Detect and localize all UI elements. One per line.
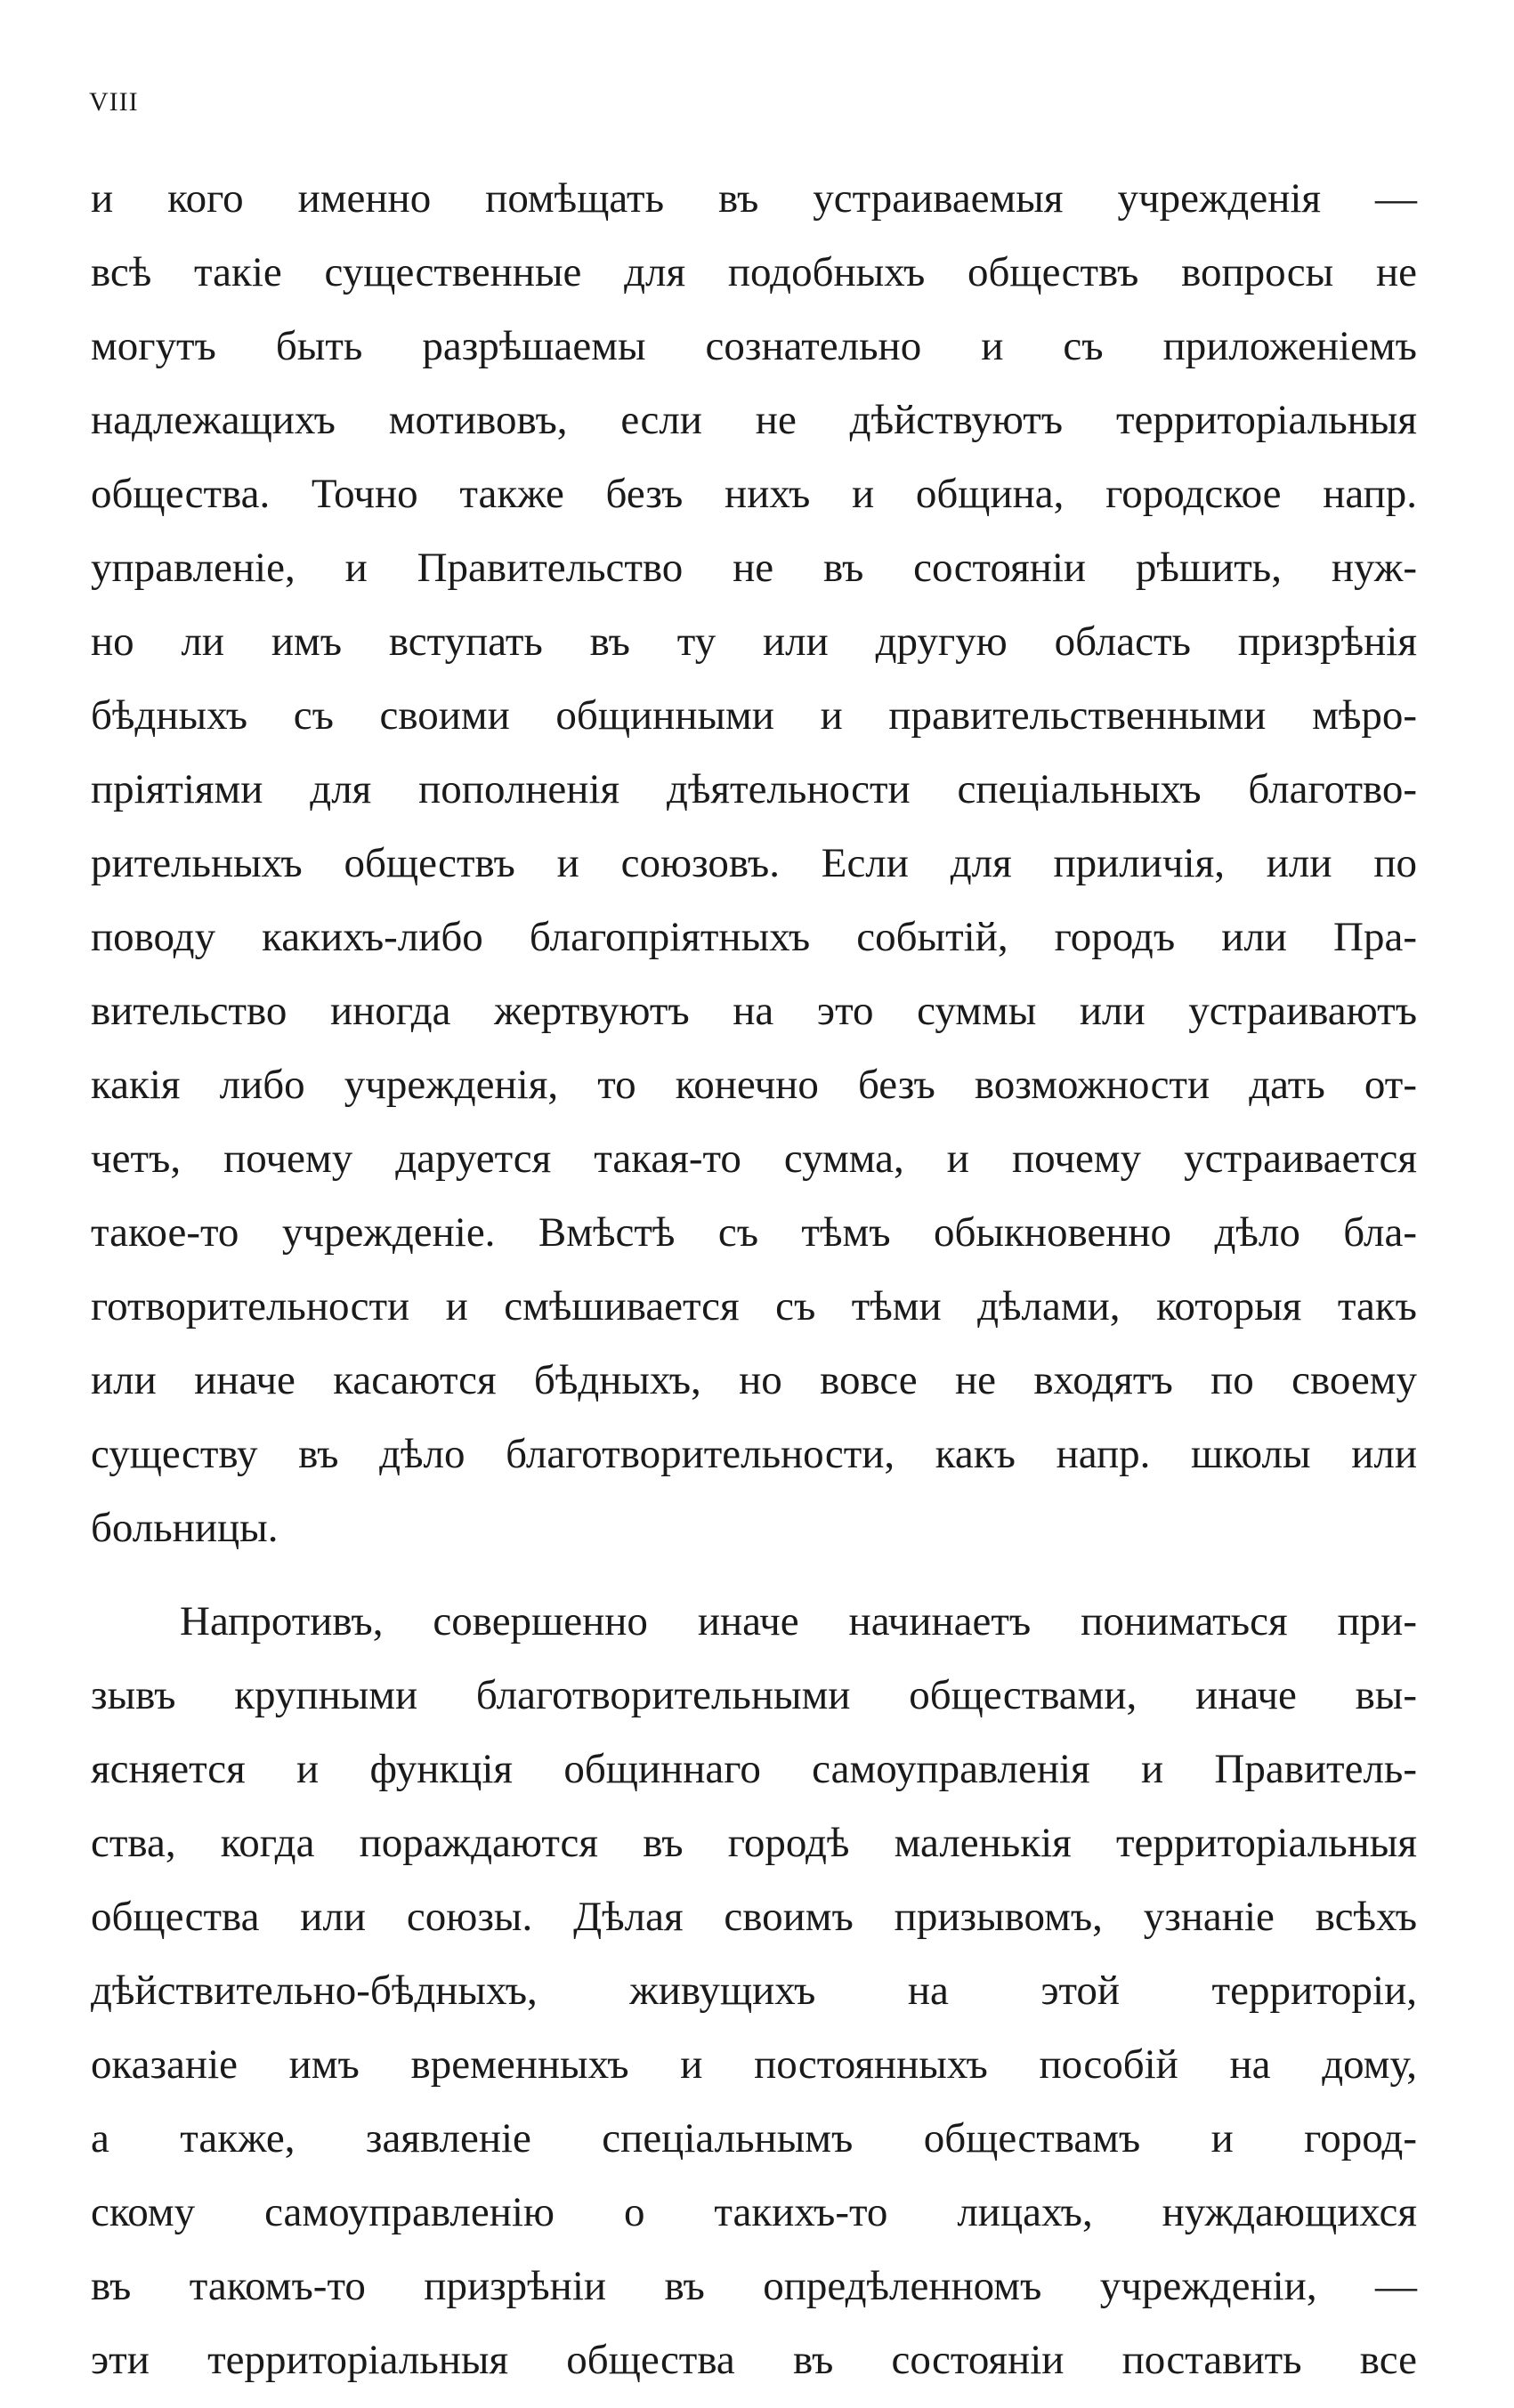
text-line: надлежащихъ мотивовъ, если не дѣйствуютъ территоріальныя — [91, 397, 1417, 443]
text-line: больницы. — [91, 1505, 279, 1551]
text-line: бѣдныхъ съ своими общинными и правительственными мѣро- — [91, 692, 1417, 739]
paragraph — [91, 162, 1417, 1565]
text-line: дѣйствительно-бѣдныхъ, живущихъ на этой территоріи, — [91, 1968, 1417, 2014]
page-number: VIII — [89, 87, 139, 117]
text-line: пріятіями для пополненія дѣятельности спеціальныхъ благотво- — [91, 766, 1417, 812]
text-line: поводу какихъ-либо благопріятныхъ событій, городъ или Пра- — [91, 914, 1417, 960]
text-line: зывъ крупными благотворительными обществами, иначе вы- — [91, 1672, 1417, 1718]
text-line: скому самоуправленію о такихъ-то лицахъ, нуждающихся — [91, 2189, 1417, 2235]
text-line: четъ, почему даруется такая-то сумма, и почему устраивается — [91, 1135, 1417, 1182]
text-line: эти территоріальныя общества въ состояніи поставить все — [91, 2337, 1417, 2383]
text-line: рительныхъ обществъ и союзовъ. Если для приличія, или по — [91, 840, 1417, 886]
text-line: общества или союзы. Дѣлая своимъ призывомъ, узнаніе всѣхъ — [91, 1894, 1417, 1940]
text-line: существу въ дѣло благотворительности, какъ напр. школы или — [91, 1431, 1417, 1477]
text-line: но ли имъ вступать въ ту или другую область призрѣнія — [91, 618, 1417, 665]
text-line: и кого именно помѣщать въ устраиваемыя учрежденія — — [91, 175, 1417, 222]
text-line: Напротивъ, совершенно иначе начинаетъ пониматься при- — [180, 1598, 1417, 1644]
text-line: такое-то учрежденіе. Вмѣстѣ съ тѣмъ обыкновенно дѣло бла- — [91, 1209, 1417, 1256]
text-line: готворительности и смѣшивается съ тѣми дѣлами, которыя такъ — [91, 1283, 1417, 1329]
text-line: оказаніе имъ временныхъ и постоянныхъ пособій на дому, — [91, 2041, 1417, 2088]
text-line: какія либо учрежденія, то конечно безъ возможности дать от- — [91, 1062, 1417, 1108]
text-line: общества. Точно также безъ нихъ и община, городское напр. — [91, 471, 1417, 517]
text-line: ства, когда пораждаются въ городѣ маленькія территоріальныя — [91, 1820, 1417, 1866]
text-line: управленіе, и Правительство не въ состояніи рѣшить, нуж- — [91, 545, 1417, 591]
text-line: всѣ такіе существенные для подобныхъ обществъ вопросы не — [91, 249, 1417, 295]
text-line: ясняется и функція общиннаго самоуправленія и Правитель- — [91, 1746, 1417, 1792]
text-line: а также, заявленіе спеціальнымъ обществамъ и город- — [91, 2115, 1417, 2162]
body-text — [91, 162, 1417, 2397]
text-line: въ такомъ-то призрѣніи въ опредѣленномъ учрежденіи, — — [91, 2263, 1417, 2309]
text-line: вительство иногда жертвуютъ на это суммы или устраиваютъ — [91, 988, 1417, 1034]
text-line: или иначе касаются бѣдныхъ, но вовсе не входятъ по своему — [91, 1357, 1417, 1403]
text-line: могутъ быть разрѣшаемы сознательно и съ приложеніемъ — [91, 323, 1417, 369]
paragraph — [91, 1585, 1417, 2397]
